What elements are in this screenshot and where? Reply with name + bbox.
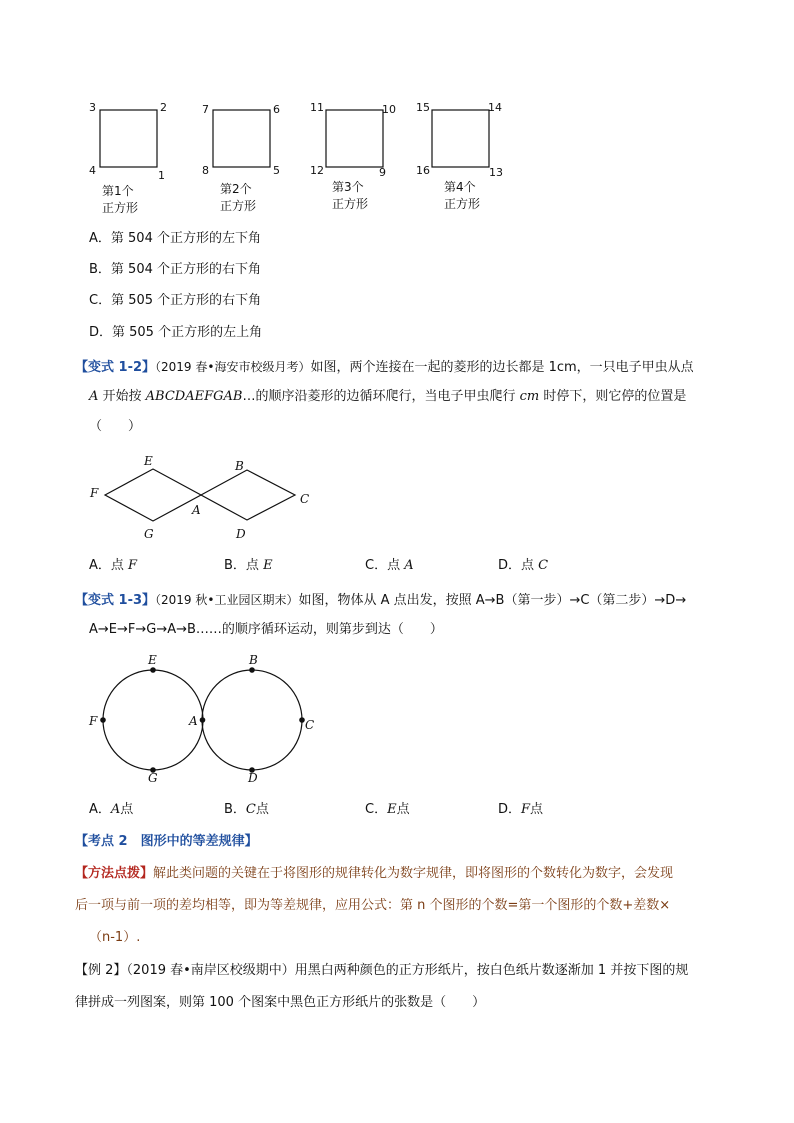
option-b[interactable]: B．第 504 个正方形的右下角	[89, 262, 261, 277]
caption-line: 第1个	[102, 184, 134, 198]
point-label-F: F	[89, 714, 98, 728]
example-stem-line: 律拼成一列图案，则第 100 个图案中黑色正方形纸片的张数是（ ）	[75, 995, 486, 1010]
option-d[interactable]: D．点 C	[498, 558, 549, 573]
method-text: 解此类问题的关键在于将图形的规律转化为数字规律，即将图形的个数转化为数字，会发现	[153, 866, 674, 881]
square-4	[432, 110, 489, 167]
point-label-A: A	[192, 503, 201, 517]
caption-line: 正方形	[102, 201, 139, 215]
option-c[interactable]: C．E点	[365, 802, 410, 817]
point-label-G: G	[144, 527, 154, 541]
point-dot-C	[299, 717, 305, 723]
corner-label: 14	[488, 101, 502, 114]
point-label-F: F	[90, 486, 99, 500]
method-paragraph	[75, 864, 673, 884]
stem-text: 开始按	[98, 389, 146, 404]
point-dot-A	[200, 717, 206, 723]
question-stem-line	[89, 387, 686, 407]
square-3	[326, 110, 383, 167]
option-d[interactable]: D．第 505 个正方形的左上角	[89, 325, 263, 340]
stem-point: A	[89, 389, 99, 404]
corner-label: 5	[273, 164, 280, 177]
stem-text: …的顺序沿菱形的边循环爬行，当电子甲虫爬行	[242, 389, 520, 404]
corner-label: 3	[89, 101, 96, 114]
question-source: （2019 春•海安市校级月考）	[155, 360, 311, 374]
point-label-B: B	[249, 653, 258, 667]
option-c[interactable]: C．第 505 个正方形的右下角	[89, 293, 262, 308]
square-caption	[102, 183, 162, 217]
corner-label: 7	[202, 103, 209, 116]
option-a[interactable]: A．点 F	[89, 558, 138, 573]
point-label-A: A	[189, 714, 198, 728]
square-1	[100, 110, 157, 167]
question-stem	[75, 590, 686, 611]
point-label-E: E	[148, 653, 157, 667]
rhombus-left	[105, 469, 201, 521]
option-a[interactable]: A．A点	[89, 802, 134, 817]
square-caption	[220, 181, 280, 215]
stem-text: 如图，物体从 A 点出发，按照 A→B（第一步）→C（第二步）→D→	[298, 593, 687, 608]
corner-label: 9	[379, 166, 386, 179]
point-label-C: C	[305, 718, 315, 732]
corner-label: 11	[310, 101, 324, 114]
point-label-D: D	[236, 527, 246, 541]
option-c[interactable]: C．点 A	[365, 558, 414, 573]
corner-label: 8	[202, 164, 209, 177]
stem-sequence: ABCDAEFGAB	[145, 389, 243, 404]
circles-figure	[88, 653, 314, 785]
section-heading: 【考点 2 图形中的等差规律】	[75, 834, 258, 849]
question-source: （2019 秋•工业园区期末）	[155, 593, 299, 607]
point-label-D: D	[248, 771, 258, 785]
question-stem-line: A→E→F→G→A→B……的顺序循环运动，则第步到达（ ）	[89, 622, 443, 637]
corner-label: 13	[489, 166, 503, 179]
question-tag: 【变式 1-3】	[75, 593, 156, 608]
caption-line: 第3个	[332, 180, 364, 194]
stem-unit: cm	[519, 389, 540, 404]
caption-line: 正方形	[444, 197, 481, 211]
caption-line: 第4个	[444, 180, 476, 194]
option-d[interactable]: D．F点	[498, 802, 544, 817]
corner-label: 2	[160, 101, 167, 114]
stem-text: 如图，两个连接在一起的菱形的边长都是 1cm，一只电子甲虫从点	[310, 360, 694, 375]
point-label-C: C	[300, 492, 310, 506]
caption-line: 第2个	[220, 182, 252, 196]
option-a[interactable]: A．第 504 个正方形的左下角	[89, 231, 261, 246]
point-dot-F	[100, 717, 106, 723]
answer-paren: （ ）	[89, 419, 142, 434]
method-line: 后一项与前一项的差均相等，即为等差规律，应用公式：第 n 个图形的个数=第一个图形的个数+差数×	[75, 898, 671, 913]
rhombus-right	[201, 470, 295, 520]
method-tag: 【方法点拨】	[75, 866, 154, 881]
corner-label: 10	[382, 103, 396, 116]
square-caption	[444, 179, 504, 213]
option-b[interactable]: B．点 E	[224, 558, 273, 573]
point-label-E: E	[144, 454, 153, 468]
method-line: （n-1）.	[89, 930, 141, 945]
point-dot-E	[150, 667, 156, 673]
corner-label: 12	[310, 164, 324, 177]
caption-line: 正方形	[220, 199, 257, 213]
corner-label: 4	[89, 164, 96, 177]
square-2	[213, 110, 270, 167]
example-stem	[75, 961, 688, 981]
corner-label: 15	[416, 101, 430, 114]
example-text: （2019 春•南岸区校级期中）用黑白两种颜色的正方形纸片，按白色纸片数逐渐加 1 并按下图的规	[126, 963, 689, 978]
corner-label: 16	[416, 164, 430, 177]
circle-left	[103, 670, 203, 770]
square-caption	[332, 179, 392, 213]
example-tag: 【例 2】	[75, 963, 127, 978]
question-tag: 【变式 1-2】	[75, 360, 156, 375]
question-stem	[75, 357, 694, 378]
stem-text: 时停下，则它停的位置是	[539, 389, 687, 404]
point-dot-B	[249, 667, 255, 673]
option-b[interactable]: B．C点	[224, 802, 269, 817]
corner-label: 6	[273, 103, 280, 116]
corner-label: 1	[158, 169, 165, 182]
caption-line: 正方形	[332, 197, 369, 211]
rhombus-figure	[89, 454, 309, 541]
point-label-B: B	[235, 459, 244, 473]
point-label-G: G	[148, 771, 158, 785]
circle-right	[202, 670, 302, 770]
